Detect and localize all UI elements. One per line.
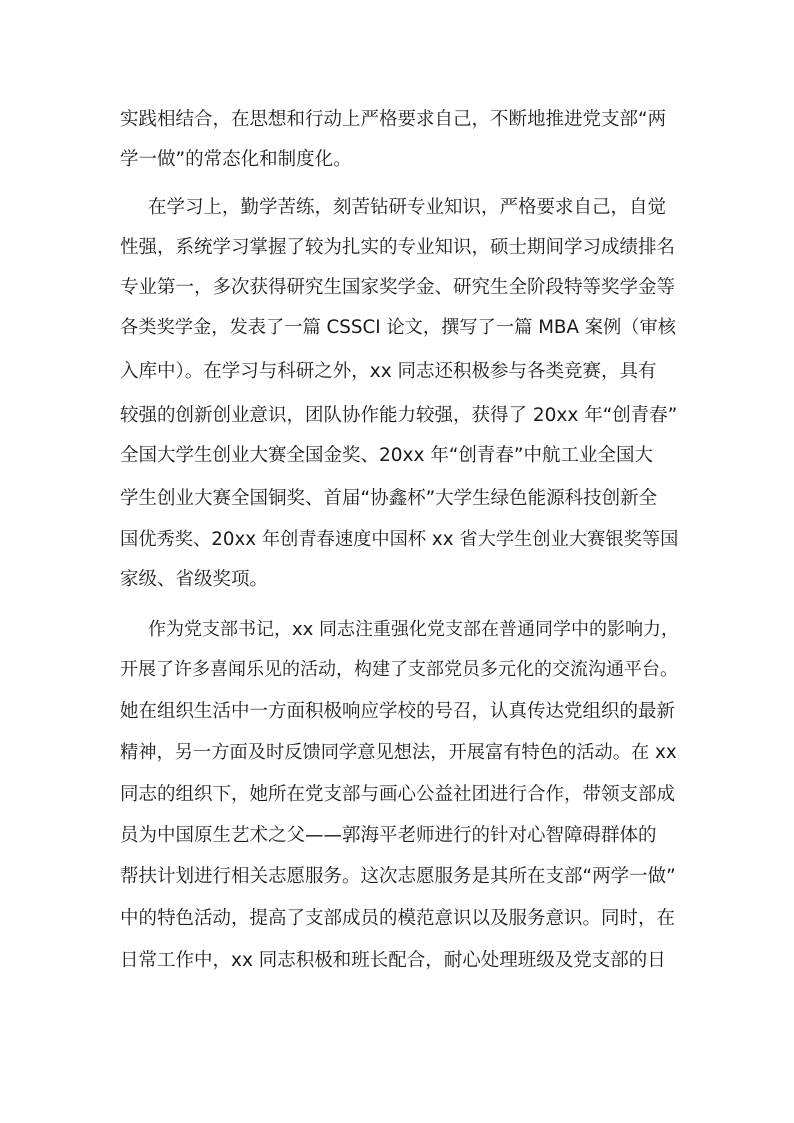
text-line: 帮扶计划进行相关志愿服务。这次志愿服务是其所在支部“两学一做” [120, 866, 676, 887]
paragraph-first-line: 作为党支部书记，xx 同志注重强化党支部在普通同学中的影响力， [148, 619, 680, 640]
text-line: 实践相结合，在思想和行动上严格要求自己，不断地推进党支部“两 [120, 109, 667, 130]
text-line: 学一做”的常态化和制度化。 [120, 149, 352, 170]
text-line: 日常工作中，xx 同志积极和班长配合，耐心处理班级及党支部的日 [120, 950, 666, 971]
text-line: 较强的创新创业意识，团队协作能力较强，获得了 20xx 年“创青春” [120, 405, 678, 426]
text-line: 性强，系统学习掌握了较为扎实的专业知识，硕士期间学习成绩排名 [120, 237, 676, 258]
text-line: 学生创业大赛全国铜奖、首届“协鑫杯”大学生绿色能源科技创新全 [120, 488, 658, 509]
text-line: 全国大学生创业大赛全国金奖、20xx 年“创青春”中航工业全国大 [120, 445, 653, 466]
text-line: 各类奖学金，发表了一篇 CSSCI 论文，撰写了一篇 MBA 案例（审核 [120, 317, 676, 338]
text-line: 同志的组织下，她所在党支部与画心公益社团进行合作，带领支部成 [120, 784, 676, 805]
text-line: 她在组织生活中一方面积极响应学校的号召，认真传达党组织的最新 [120, 701, 676, 722]
text-line: 员为中国原生艺术之父——郭海平老师进行的针对心智障碍群体的 [120, 825, 657, 846]
text-line: 专业第一，多次获得研究生国家奖学金、研究生全阶段特等奖学金等 [120, 277, 676, 298]
text-line: 精神，另一方面及时反馈同学意见想法，开展富有特色的活动。在 xx [120, 742, 677, 763]
text-line: 家级、省级奖项。 [120, 569, 269, 590]
text-line: 国优秀奖、20xx 年创青春速度中国杯 xx 省大学生创业大赛银奖等国 [120, 529, 679, 550]
paragraph-first-line: 在学习上，勤学苦练，刻苦钻研专业知识，严格要求自己，自觉 [148, 197, 667, 218]
text-line: 入库中）。在学习与科研之外，xx 同志还积极参与各类竞赛，具有 [120, 361, 657, 382]
text-line: 开展了许多喜闻乐见的活动，构建了支部党员多元化的交流沟通平台。 [120, 659, 678, 680]
text-line: 中的特色活动，提高了支部成员的模范意识以及服务意识。同时，在 [120, 908, 676, 929]
